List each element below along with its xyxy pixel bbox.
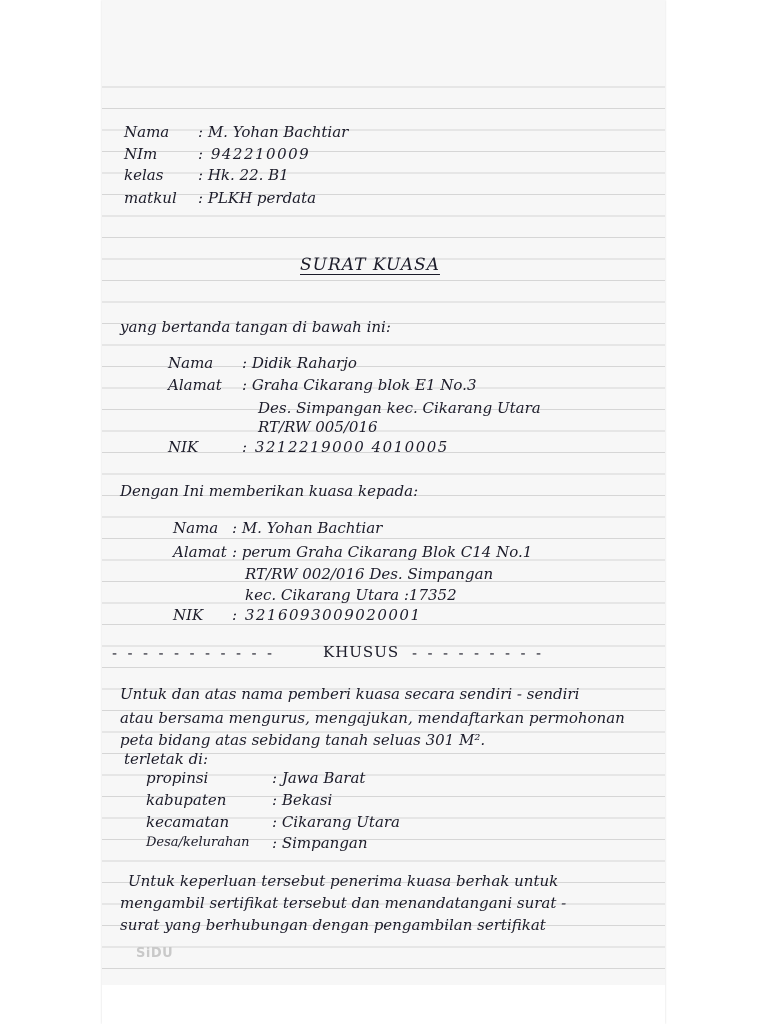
grantee-address-line1: : perum Graha Cikarang Blok C14 No.1 — [232, 543, 533, 561]
divider-right: - - - - - - - - - — [412, 646, 545, 662]
grantee-address-line3: kec. Cikarang Utara :17352 — [245, 586, 457, 604]
location-propinsi-label: propinsi — [146, 769, 209, 787]
body-line-3: peta bidang atas sebidang tanah seluas 301 M². — [120, 731, 486, 749]
grantor-name-value: : Didik Raharjo — [242, 354, 357, 372]
grantee-nik-value: : 3216093009020001 — [232, 606, 422, 624]
closing-line-3: surat yang berhubungan dengan pengambilan sertifikat — [120, 916, 546, 934]
location-kecamatan-label: kecamatan — [146, 813, 230, 831]
header-matkul-label: matkul — [124, 189, 177, 207]
notebook-page — [102, 0, 665, 1024]
grant-intro-text: Dengan Ini memberikan kuasa kepada: — [120, 482, 419, 500]
header-kelas-value: : Hk. 22. B1 — [198, 166, 289, 184]
body-line-1: Untuk dan atas nama pemberi kuasa secara sendiri - sendiri — [120, 685, 580, 703]
body-line-4: terletak di: — [124, 750, 209, 768]
header-nim-value: : 942210009 — [198, 145, 311, 163]
grantor-nik-value: : 3212219000 4010005 — [242, 438, 449, 456]
grantee-address-label: Alamat — [173, 543, 227, 561]
notebook-brand-logo: SiDU — [136, 946, 174, 961]
location-kabupaten-value: : Bekasi — [272, 791, 333, 809]
location-desa-label: Desa/kelurahan — [146, 835, 250, 850]
location-propinsi-value: : Jawa Barat — [272, 769, 366, 787]
grantor-nik-label: NIK — [168, 438, 199, 456]
grantor-address-line2: Des. Simpangan kec. Cikarang Utara — [258, 399, 541, 417]
grantor-address-label: Alamat — [168, 376, 222, 394]
header-nim-label: NIm — [124, 145, 158, 163]
divider-left: - - - - - - - - - - - — [112, 646, 276, 662]
grantor-name-label: Nama — [168, 354, 214, 372]
closing-line-1: Untuk keperluan tersebut penerima kuasa berhak untuk — [128, 872, 559, 890]
body-line-2: atau bersama mengurus, mengajukan, mendaftarkan permohonan — [120, 709, 625, 727]
closing-line-2: mengambil sertifikat tersebut dan menandatangani surat - — [120, 894, 567, 912]
grantee-name-value: : M. Yohan Bachtiar — [232, 519, 383, 537]
grantee-address-line2: RT/RW 002/016 Des. Simpangan — [245, 565, 494, 583]
intro-text: yang bertanda tangan di bawah ini: — [120, 318, 391, 336]
location-desa-value: : Simpangan — [272, 834, 368, 852]
grantor-address-line3: RT/RW 005/016 — [258, 418, 378, 436]
grantee-nik-label: NIK — [173, 606, 204, 624]
header-matkul-value: : PLKH perdata — [198, 189, 317, 207]
grantee-name-label: Nama — [173, 519, 219, 537]
grantor-address-line1: : Graha Cikarang blok E1 No.3 — [242, 376, 477, 394]
location-kecamatan-value: : Cikarang Utara — [272, 813, 400, 831]
header-kelas-label: kelas — [124, 166, 164, 184]
location-kabupaten-label: kabupaten — [146, 791, 227, 809]
header-name-label: Nama — [124, 123, 170, 141]
khusus-heading: KHUSUS — [323, 643, 400, 661]
document-title: SURAT KUASA — [300, 255, 440, 275]
header-name-value: : M. Yohan Bachtiar — [198, 123, 349, 141]
